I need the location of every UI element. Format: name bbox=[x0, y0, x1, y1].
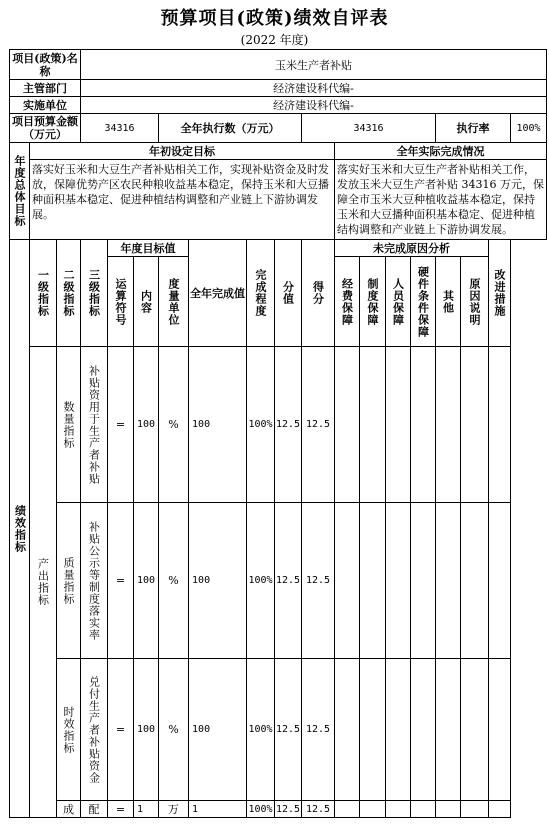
initial-goal-text: 落实好玉米和大豆生产者补贴相关工作，实现补贴资金及时发放，保障优势产区农民种粮收益基本稳定，保持玉米和大豆播种面积基本稳定、促进种植结构调整和产业链上下游协调发展。 bbox=[30, 160, 335, 240]
label-exec-rate: 执行率 bbox=[436, 114, 511, 143]
full-value-cell: 100 bbox=[189, 347, 247, 503]
score-cell: 12.5 bbox=[302, 347, 335, 503]
header-full-value: 全年完成值 bbox=[189, 240, 247, 347]
full-value-cell: 100 bbox=[189, 659, 247, 801]
unit-cell: 万 bbox=[159, 801, 189, 818]
table-row bbox=[10, 659, 547, 801]
header-lvl2: 二级指标 bbox=[57, 240, 81, 347]
header-lvl1: 一级指标 bbox=[30, 240, 57, 347]
header-annual-target: 年度目标值 bbox=[108, 240, 189, 257]
label-initial-goal: 年初设定目标 bbox=[30, 143, 335, 160]
header-hardware: 硬件条件保障 bbox=[411, 257, 436, 347]
header-score: 得分 bbox=[302, 240, 335, 347]
label-actual: 全年实际完成情况 bbox=[335, 143, 547, 160]
value-unit: 经济建设科代编- bbox=[81, 97, 547, 114]
lvl3-cell: 补贴资用于生产者补贴 bbox=[81, 347, 108, 503]
header-score-value: 分值 bbox=[275, 240, 302, 347]
page-title: 预算项目(政策)绩效自评表 bbox=[160, 8, 389, 29]
lvl3-cell: 兑付生产者补贴资金 bbox=[81, 659, 108, 801]
lvl2-cell: 成 bbox=[57, 801, 81, 818]
label-budget: 项目预算金额（万元） bbox=[10, 114, 81, 143]
header-op: 运算符号 bbox=[108, 257, 134, 347]
header-content: 内容 bbox=[134, 257, 159, 347]
content-cell: 100 bbox=[134, 347, 159, 503]
header-reason: 原因说明 bbox=[461, 257, 489, 347]
op-cell: = bbox=[108, 801, 134, 818]
output-indicator: 产出指标 bbox=[30, 347, 57, 818]
actual-text: 落实好玉米和大豆生产者补贴相关工作，发放玉米大豆生产者补贴 34316 万元，保障全市玉米大豆种植收益基本稳定，保持玉米和大豆播种面积基本稳定、促进种植结构调整和产业链上下游协调发展。 bbox=[335, 160, 547, 240]
lvl3-cell: 配 bbox=[81, 801, 108, 818]
op-cell: = bbox=[108, 659, 134, 801]
evaluation-table bbox=[9, 49, 547, 818]
value-project-name: 玉米生产者补贴 bbox=[81, 50, 547, 80]
header-unfinished: 未完成原因分析 bbox=[335, 240, 489, 257]
completion-cell: 100% bbox=[247, 347, 275, 503]
score-cell: 12.5 bbox=[302, 503, 335, 659]
completion-cell: 100% bbox=[247, 801, 275, 818]
label-dept: 主管部门 bbox=[10, 80, 81, 97]
header-lvl3: 三级指标 bbox=[81, 240, 108, 347]
label-annual-goal: 年度总体目标 bbox=[10, 143, 30, 240]
value-exec-amount: 34316 bbox=[302, 114, 436, 143]
completion-cell: 100% bbox=[247, 503, 275, 659]
score-value-cell: 12.5 bbox=[275, 347, 302, 503]
label-exec-amount: 全年执行数（万元） bbox=[159, 114, 302, 143]
lvl2-cell: 时效指标 bbox=[57, 659, 81, 801]
lvl3-cell: 补贴公示等制度落实率 bbox=[81, 503, 108, 659]
score-cell: 12.5 bbox=[302, 801, 335, 818]
op-cell: = bbox=[108, 347, 134, 503]
label-unit: 实施单位 bbox=[10, 97, 81, 114]
table-row bbox=[10, 801, 547, 818]
content-cell: 100 bbox=[134, 659, 159, 801]
header-staff: 人员保障 bbox=[386, 257, 411, 347]
content-cell: 100 bbox=[134, 503, 159, 659]
unit-cell: % bbox=[159, 659, 189, 801]
unit-cell: % bbox=[159, 503, 189, 659]
value-dept: 经济建设科代编- bbox=[81, 80, 547, 97]
score-cell: 12.5 bbox=[302, 659, 335, 801]
score-value-cell: 12.5 bbox=[275, 503, 302, 659]
score-value-cell: 12.5 bbox=[275, 801, 302, 818]
op-cell: = bbox=[108, 503, 134, 659]
score-value-cell: 12.5 bbox=[275, 659, 302, 801]
unit-cell: % bbox=[159, 347, 189, 503]
header-improve: 改进措施 bbox=[489, 240, 511, 347]
value-exec-rate: 100% bbox=[511, 114, 547, 143]
page-year: (2022 年度) bbox=[240, 33, 309, 47]
table-row bbox=[10, 347, 547, 503]
completion-cell: 100% bbox=[247, 659, 275, 801]
label-perf: 绩效指标 bbox=[10, 240, 30, 818]
full-value-cell: 100 bbox=[189, 503, 247, 659]
header-fund: 经费保障 bbox=[335, 257, 360, 347]
content-cell: 1 bbox=[134, 801, 159, 818]
lvl2-cell: 质量指标 bbox=[57, 503, 81, 659]
header-other: 其他 bbox=[436, 257, 461, 347]
lvl2-cell: 数量指标 bbox=[57, 347, 81, 503]
header-system: 制度保障 bbox=[360, 257, 386, 347]
table-row bbox=[10, 503, 547, 659]
label-project-name: 项目(政策)名称 bbox=[10, 50, 81, 80]
header-unit: 度量单位 bbox=[159, 257, 189, 347]
header-completion: 完成程度 bbox=[247, 240, 275, 347]
full-value-cell: 1 bbox=[189, 801, 247, 818]
value-budget: 34316 bbox=[81, 114, 159, 143]
